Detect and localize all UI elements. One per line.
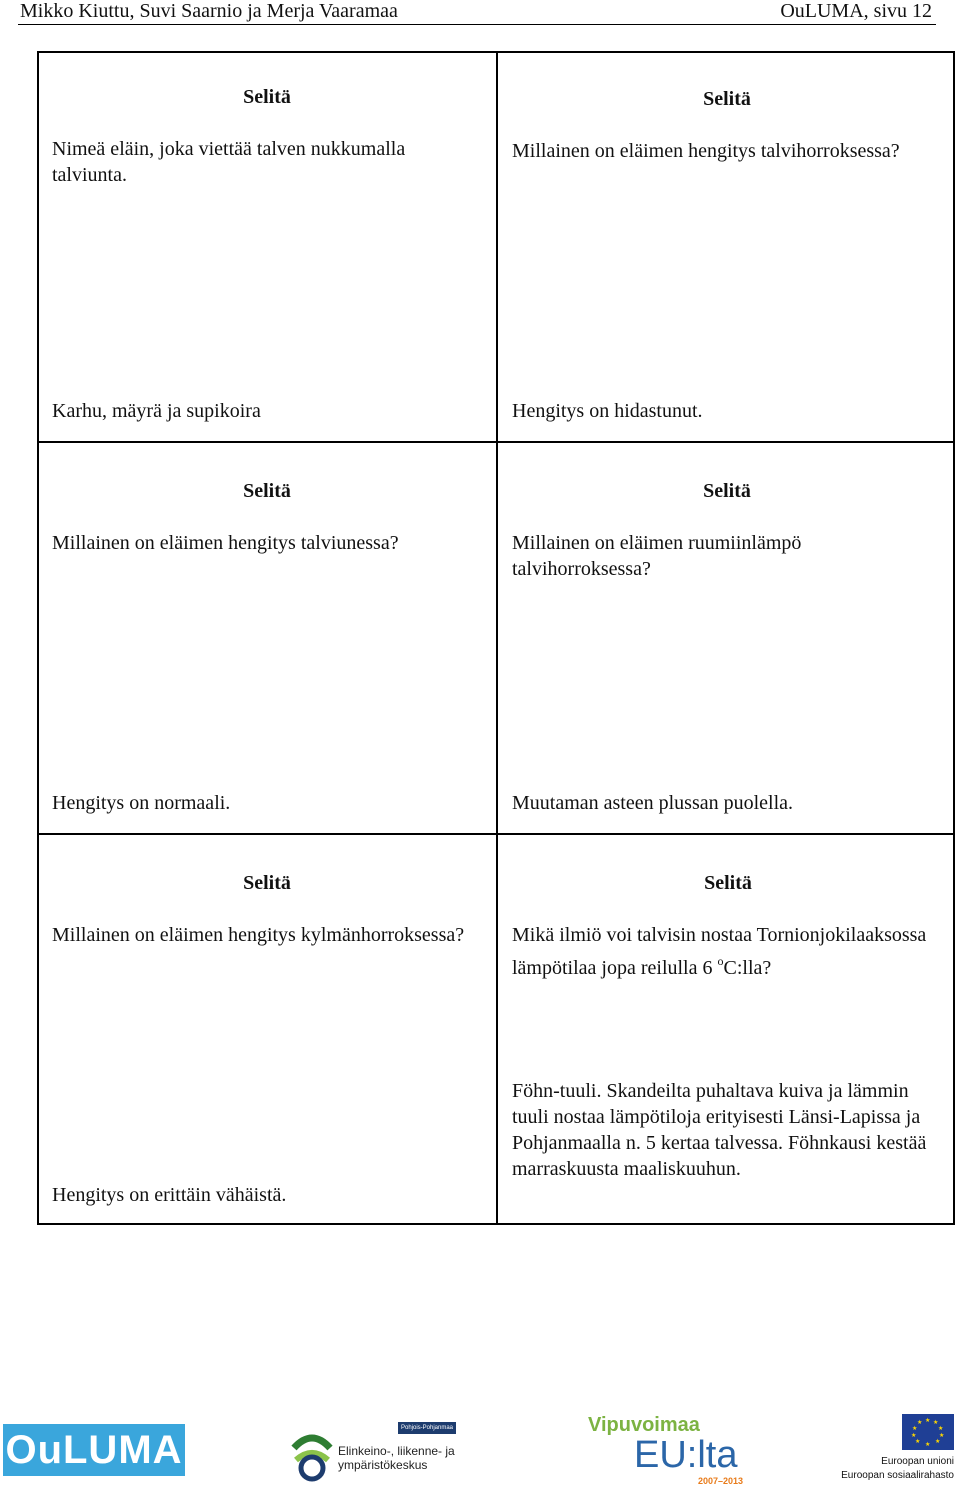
- card-question: Millainen on eläimen hengitys talvihorroksessa?: [512, 140, 900, 162]
- card-title: Selitä: [243, 872, 291, 894]
- ely-logo: [290, 1422, 465, 1484]
- card-title: Selitä: [243, 480, 291, 502]
- card-answer: Muutaman asteen plussan puolella.: [512, 792, 794, 814]
- eu-logo: [836, 1412, 956, 1490]
- card-title: Selitä: [703, 88, 751, 110]
- ely-name: [338, 1444, 455, 1472]
- card-1: [52, 84, 482, 429]
- eu-flag-icon: ★ ★ ★ ★ ★ ★ ★ ★ ★ ★: [902, 1414, 954, 1450]
- eulta-text: EU:lta: [634, 1434, 738, 1476]
- card-answer: Hengitys on normaali.: [52, 792, 231, 814]
- card-question: Millainen on eläimen ruumiinlämpö talvihorroksessa?: [512, 532, 802, 580]
- ely-emblem-icon: [290, 1428, 334, 1482]
- card-answer: Hengitys on hidastunut.: [512, 400, 703, 422]
- card-question: [512, 922, 944, 981]
- oluma-logo: OuLUMA: [3, 1424, 185, 1476]
- card-title: Selitä: [703, 480, 751, 502]
- degree-superscript: o: [717, 954, 724, 968]
- page-header: [18, 0, 936, 25]
- card-title: Selitä: [704, 872, 752, 894]
- grid-divider-vertical: [496, 51, 498, 1225]
- question-unit: C:lla?: [723, 957, 772, 979]
- footer-logos: [0, 1410, 960, 1494]
- esf-name: Euroopan sosiaalirahasto: [841, 1470, 954, 1481]
- grid-divider-row-2: [37, 833, 955, 835]
- ely-name-line-1: Elinkeino-, liikenne- ja: [338, 1444, 455, 1458]
- card-question: Millainen on eläimen hengitys kylmänhorroksessa?: [52, 924, 465, 946]
- card-3: [52, 478, 482, 823]
- card-5: [52, 870, 482, 1215]
- ely-name-line-2: ympäristökeskus: [338, 1458, 428, 1472]
- card-question: Nimeä eläin, joka viettää talven nukkumalla talviunta.: [52, 138, 406, 186]
- vipuvoimaa-text: Vipuvoimaa: [588, 1414, 700, 1436]
- vipuvoimaa-logo: [588, 1414, 758, 1492]
- card-4: [512, 478, 942, 823]
- question-text: Mikä ilmiö voi talvisin nostaa Tornionjokilaaksossa lämpötilaa jopa reilulla 6: [512, 924, 927, 979]
- eu-name: Euroopan unioni: [881, 1456, 954, 1467]
- card-answer: Hengitys on erittäin vähäistä.: [52, 1184, 287, 1206]
- card-title: Selitä: [243, 86, 291, 108]
- grid-divider-row-1: [37, 441, 955, 443]
- header-page-number: OuLUMA, sivu 12: [780, 0, 932, 22]
- vipuvoimaa-years: 2007–2013: [698, 1476, 744, 1486]
- card-answer: Karhu, mäyrä ja supikoira: [52, 400, 261, 422]
- header-authors: Mikko Kiuttu, Suvi Saarnio ja Merja Vaaramaa: [20, 0, 398, 22]
- card-answer: Föhn-tuuli. Skandeilta puhaltava kuiva ja lämmin tuuli nostaa lämpötiloja erityisesti Länsi-Lapissa ja Pohjanmaalla n. 5 kertaa talvessa. Föhnkausi kestää marraskuusta maaliskuuhun.: [512, 1080, 927, 1180]
- card-question: Millainen on eläimen hengitys talviunessa?: [52, 532, 399, 554]
- card-2: [512, 86, 942, 431]
- ely-region-label: Pohjois-Pohjanmaa: [398, 1422, 456, 1434]
- card-6: [512, 870, 944, 1215]
